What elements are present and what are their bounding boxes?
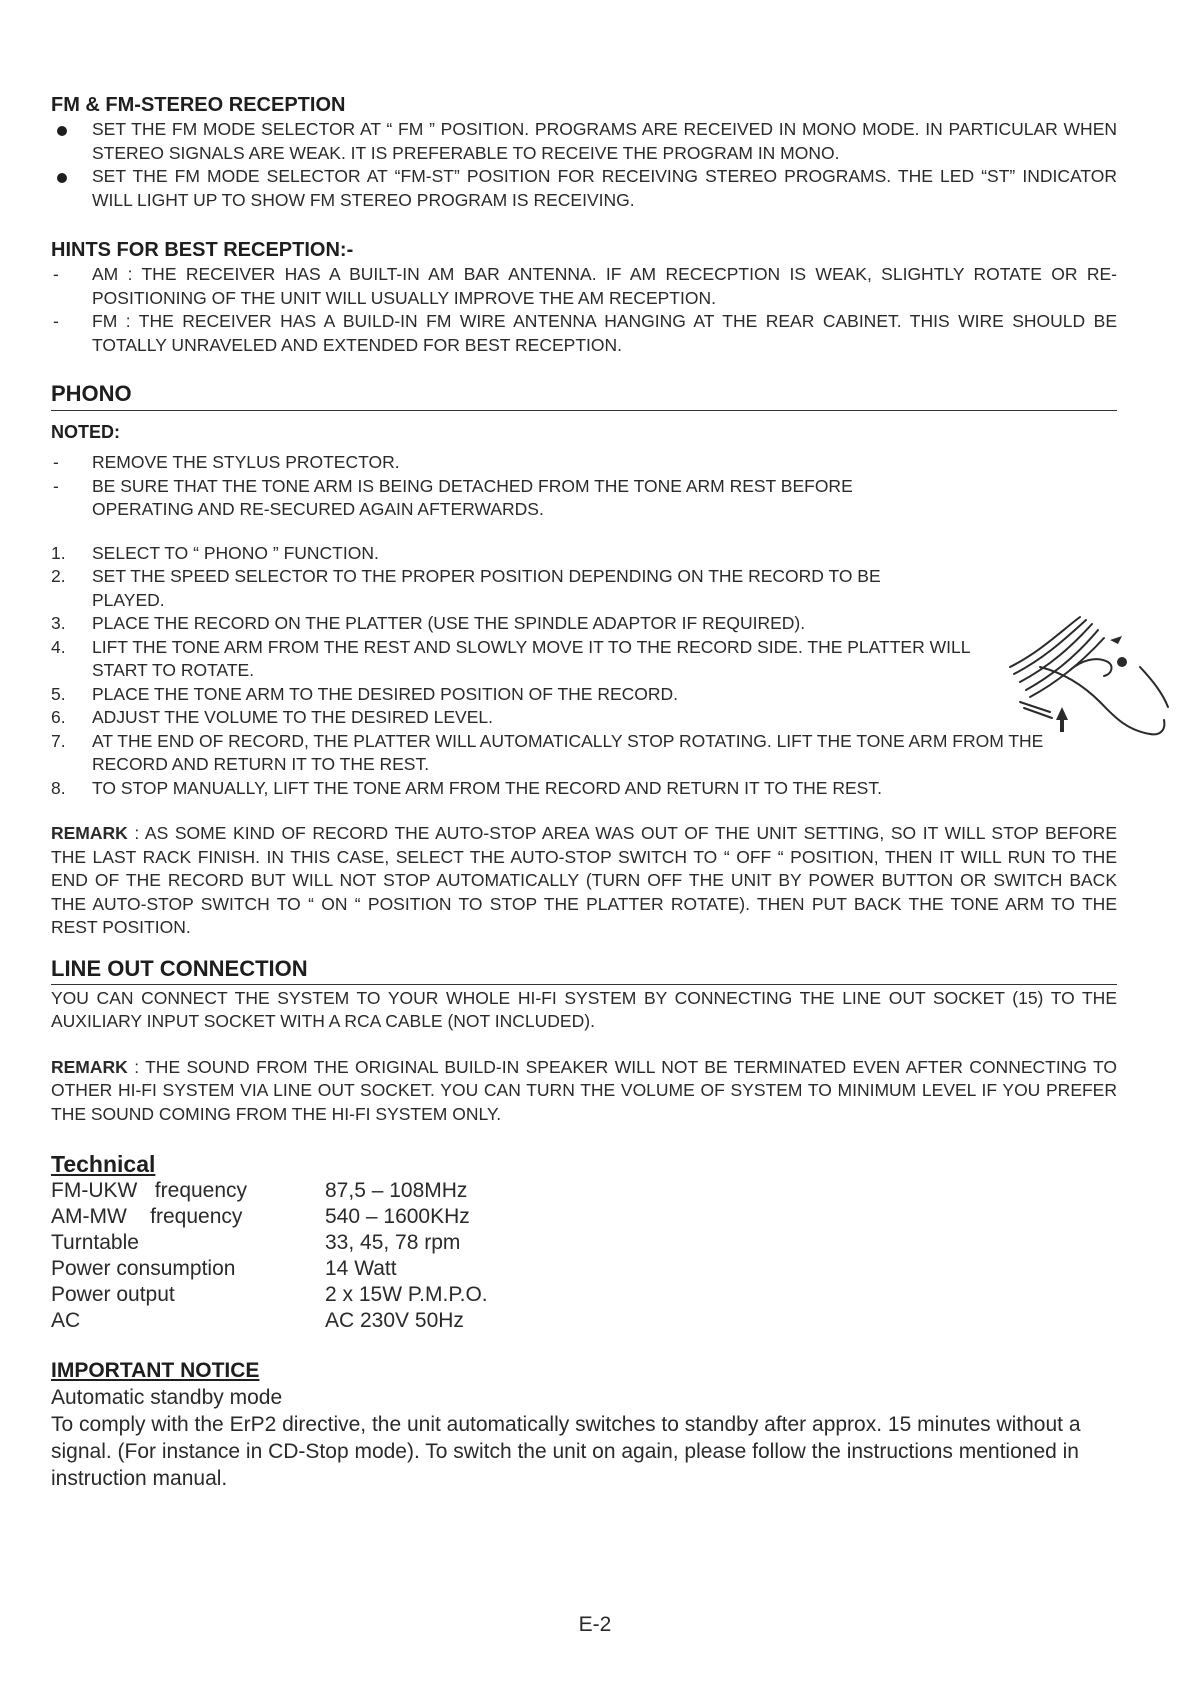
dash-marker: - xyxy=(53,452,59,472)
page-number: E-2 xyxy=(578,1613,612,1636)
table-row: AC AC 230V 50Hz xyxy=(51,1309,464,1332)
list-item: 5. PLACE THE TONE ARM TO THE DESIRED POSITION OF THE RECORD. xyxy=(51,683,679,704)
list-item: - BE SURE THAT THE TONE ARM IS BEING DETACHED FROM THE TONE ARM REST BEFORE OPERATING AND RE-SECURED AGAIN AFTERWARDS. xyxy=(53,475,853,519)
list-item: 6. ADJUST THE VOLUME TO THE DESIRED LEVEL. xyxy=(51,707,493,727)
bullet-icon xyxy=(57,126,67,136)
phono-remark: REMARK : AS SOME KIND OF RECORD THE AUTO-STOP AREA WAS OUT OF THE UNIT SETTING, SO IT WILL STOP BEFORE THE LAST RACK FINISH. IN THIS CASE, SELECT THE AUTO-STOP SWITCH TO “ OFF “ POSITION, THEN IT WILL RUN TO THE END OF THE RECORD BUT WILL NOT STOP AUTOMATICALLY (TURN OFF THE UNIT BY POWER BUTTON OR SWITCH BACK THE AUTO-STOP SWITCH TO “ ON “ POSITION TO STOP THE PLATTER ROTATE). THEN PUT BACK THE TONE ARM TO THE REST POSITION. xyxy=(51,823,1117,937)
table-row: AM-MW frequency 540 – 1600KHz xyxy=(51,1205,470,1228)
dash-marker: - xyxy=(53,475,59,496)
lineout-remark: REMARK : THE SOUND FROM THE ORIGINAL BUILD-IN SPEAKER WILL NOT BE TERMINATED EVEN AFTER CONNECTING TO OTHER HI-FI SYSTEM VIA LINE OUT SOCKET. YOU CAN TURN THE VOLUME OF SYSTEM TO MINIMUM LEVEL IF YOU PREFER THE SOUND COMING FROM THE HI-FI SYSTEM ONLY. xyxy=(51,1056,1117,1124)
fm-heading: FM & FM-STEREO RECEPTION xyxy=(51,94,346,116)
hints-list xyxy=(51,263,1117,357)
technical-heading: Technical xyxy=(51,1151,156,1177)
list-item: - FM : THE RECEIVER HAS A BUILD-IN FM WIRE ANTENNA HANGING AT THE REAR CABINET. THIS WIRE SHOULD BE TOTALLY UNRAVELED AND EXTENDED FOR BEST RECEPTION. xyxy=(53,311,1117,355)
lineout-text: YOU CAN CONNECT THE SYSTEM TO YOUR WHOLE HI-FI SYSTEM BY CONNECTING THE LINE OUT SOCKET (15) TO THE AUXILIARY INPUT SOCKET WITH A RCA CABLE (NOT INCLUDED). xyxy=(51,987,1117,1031)
list-item: SET THE FM MODE SELECTOR AT “ FM ” POSITION. PROGRAMS ARE RECEIVED IN MONO MODE. IN PARTICULAR WHEN STEREO SIGNALS ARE WEAK. IT IS PREFERABLE TO RECEIVE THE PROGRAM IN MONO. xyxy=(51,118,1117,165)
dash-marker: - xyxy=(53,311,59,331)
list-item: 1. SELECT TO “ PHONO ” FUNCTION. xyxy=(51,542,379,563)
table-row: FM-UKW frequency 87,5 – 108MHz xyxy=(51,1179,468,1202)
table-row: Power output 2 x 15W P.M.P.O. xyxy=(51,1283,488,1306)
notice-heading: IMPORTANT NOTICE xyxy=(51,1359,260,1382)
list-item: - AM : THE RECEIVER HAS A BUILT-IN AM BAR ANTENNA. IF AM RECECPTION IS WEAK, SLIGHTLY ROTATE OR RE-POSITIONING OF THE UNIT WILL USUALLY IMPROVE THE AM RECEPTION. xyxy=(53,264,1117,308)
table-row: Turntable 33, 45, 78 rpm xyxy=(51,1231,461,1254)
list-item: 2. SET THE SPEED SELECTOR TO THE PROPER POSITION DEPENDING ON THE RECORD TO BE PLAYED. xyxy=(51,566,881,610)
tone-arm-illustration-icon xyxy=(1000,612,1170,762)
manual-page xyxy=(51,92,1117,1492)
technical-table xyxy=(51,1178,488,1334)
list-item: 3. PLACE THE RECORD ON THE PLATTER (USE THE SPINDLE ADAPTOR IF REQUIRED). xyxy=(51,613,806,633)
dash-marker: - xyxy=(53,264,59,284)
list-item: SET THE FM MODE SELECTOR AT “FM-ST” POSITION FOR RECEIVING STEREO PROGRAMS. THE LED “ST” INDICATOR WILL LIGHT UP TO SHOW FM STEREO PROGRAM IS RECEIVING. xyxy=(51,165,1117,212)
notice-subtitle: Automatic standby mode xyxy=(51,1386,283,1409)
hints-heading: HINTS FOR BEST RECEPTION:- xyxy=(51,239,354,261)
table-row: Power consumption 14 Watt xyxy=(51,1257,397,1280)
list-item: 4. LIFT THE TONE ARM FROM THE REST AND SLOWLY MOVE IT TO THE RECORD SIDE. THE PLATTER WILL START TO ROTATE. xyxy=(51,636,970,680)
list-item: - REMOVE THE STYLUS PROTECTOR. xyxy=(51,451,871,475)
lineout-heading: LINE OUT CONNECTION xyxy=(51,954,1117,985)
list-item: 7. AT THE END OF RECORD, THE PLATTER WILL AUTOMATICALLY STOP ROTATING. LIFT THE TONE ARM FROM THE RECORD AND RETURN IT TO THE REST. xyxy=(51,730,1044,774)
noted-list xyxy=(51,451,871,522)
bullet-icon xyxy=(57,173,67,183)
notice-text: To comply with the ErP2 directive, the unit automatically switches to standby after approx. 15 minutes without a signal. (For instance in CD-Stop mode). To switch the unit on again, please follow the instructions mentioned in instruction manual. xyxy=(51,1413,1081,1490)
fm-list xyxy=(51,118,1117,212)
list-item: 8. TO STOP MANUALLY, LIFT THE TONE ARM FROM THE RECORD AND RETURN IT TO THE REST. xyxy=(51,777,882,798)
phono-heading: PHONO xyxy=(51,379,1117,411)
phono-steps xyxy=(51,542,1117,801)
noted-label: NOTED: xyxy=(51,422,120,442)
